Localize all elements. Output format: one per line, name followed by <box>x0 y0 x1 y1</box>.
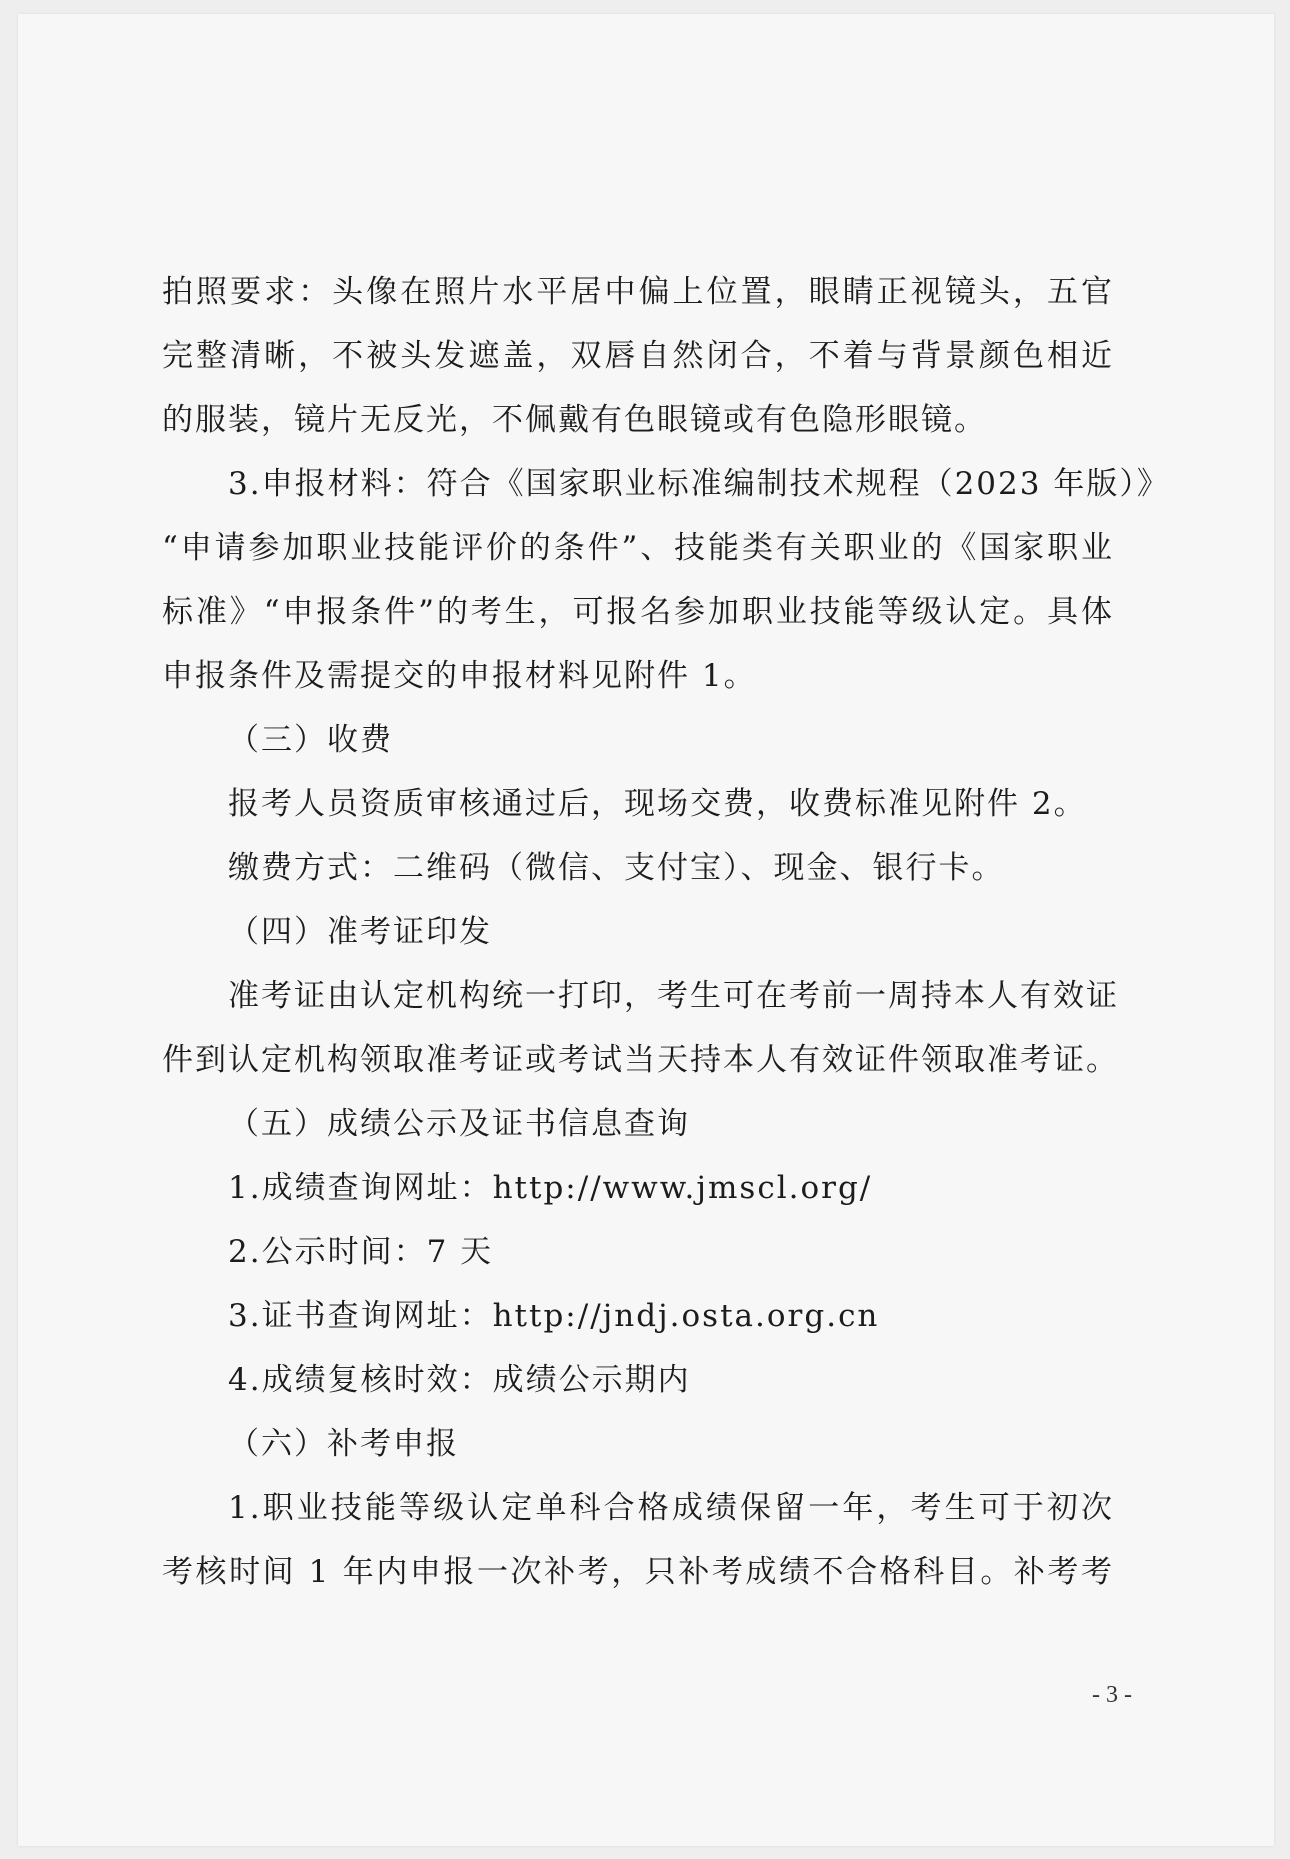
publicity-period-line: 2.公示时间：7 天 <box>228 1234 494 1270</box>
section-heading-results-and-certificate: （五）成绩公示及证书信息查询 <box>228 1106 690 1142</box>
results-query-url-line: 1.成绩查询网址：http://www.jmscl.org/ <box>228 1170 873 1206</box>
body-line: 1.职业技能等级认定单科合格成绩保留一年，考生可于初次 <box>228 1490 1114 1526</box>
section-heading-fees: （三）收费 <box>228 722 393 758</box>
certificate-query-url-line: 3.证书查询网址：http://jndj.osta.org.cn <box>228 1298 880 1334</box>
body-line: 申报条件及需提交的申报材料见附件 1。 <box>162 658 757 694</box>
body-line: 完整清晰，不被头发遮盖，双唇自然闭合，不着与背景颜色相近 <box>162 338 1114 374</box>
review-period-line: 4.成绩复核时效：成绩公示期内 <box>228 1362 691 1398</box>
page-number: - 3 - <box>1092 1682 1132 1708</box>
body-line-photo-requirements: 拍照要求：头像在照片水平居中偏上位置，眼睛正视镜头，五官 <box>162 274 1114 310</box>
section-heading-makeup-exam: （六）补考申报 <box>228 1426 459 1462</box>
body-line: 标准》“申报条件”的考生，可报名参加职业技能等级认定。具体 <box>162 594 1114 630</box>
body-line-payment-methods: 缴费方式：二维码（微信、支付宝）、现金、银行卡。 <box>228 850 1005 886</box>
section-heading-admission-ticket: （四）准考证印发 <box>228 914 492 950</box>
body-line: 报考人员资质审核通过后，现场交费，收费标准见附件 2。 <box>228 786 1087 822</box>
body-line: 准考证由认定机构统一打印，考生可在考前一周持本人有效证 <box>228 978 1119 1014</box>
body-line: 件到认定机构领取准考证或考试当天持本人有效证件领取准考证。 <box>162 1042 1119 1078</box>
body-line-application-materials: 3.申报材料：符合《国家职业标准编制技术规程（2023 年版）》 <box>228 466 1170 502</box>
body-line: 考核时间 1 年内申报一次补考，只补考成绩不合格科目。补考考 <box>162 1554 1114 1590</box>
body-line: “申请参加职业技能评价的条件”、技能类有关职业的《国家职业 <box>162 530 1114 566</box>
body-line: 的服装，镜片无反光，不佩戴有色眼镜或有色隐形眼镜。 <box>162 402 987 438</box>
